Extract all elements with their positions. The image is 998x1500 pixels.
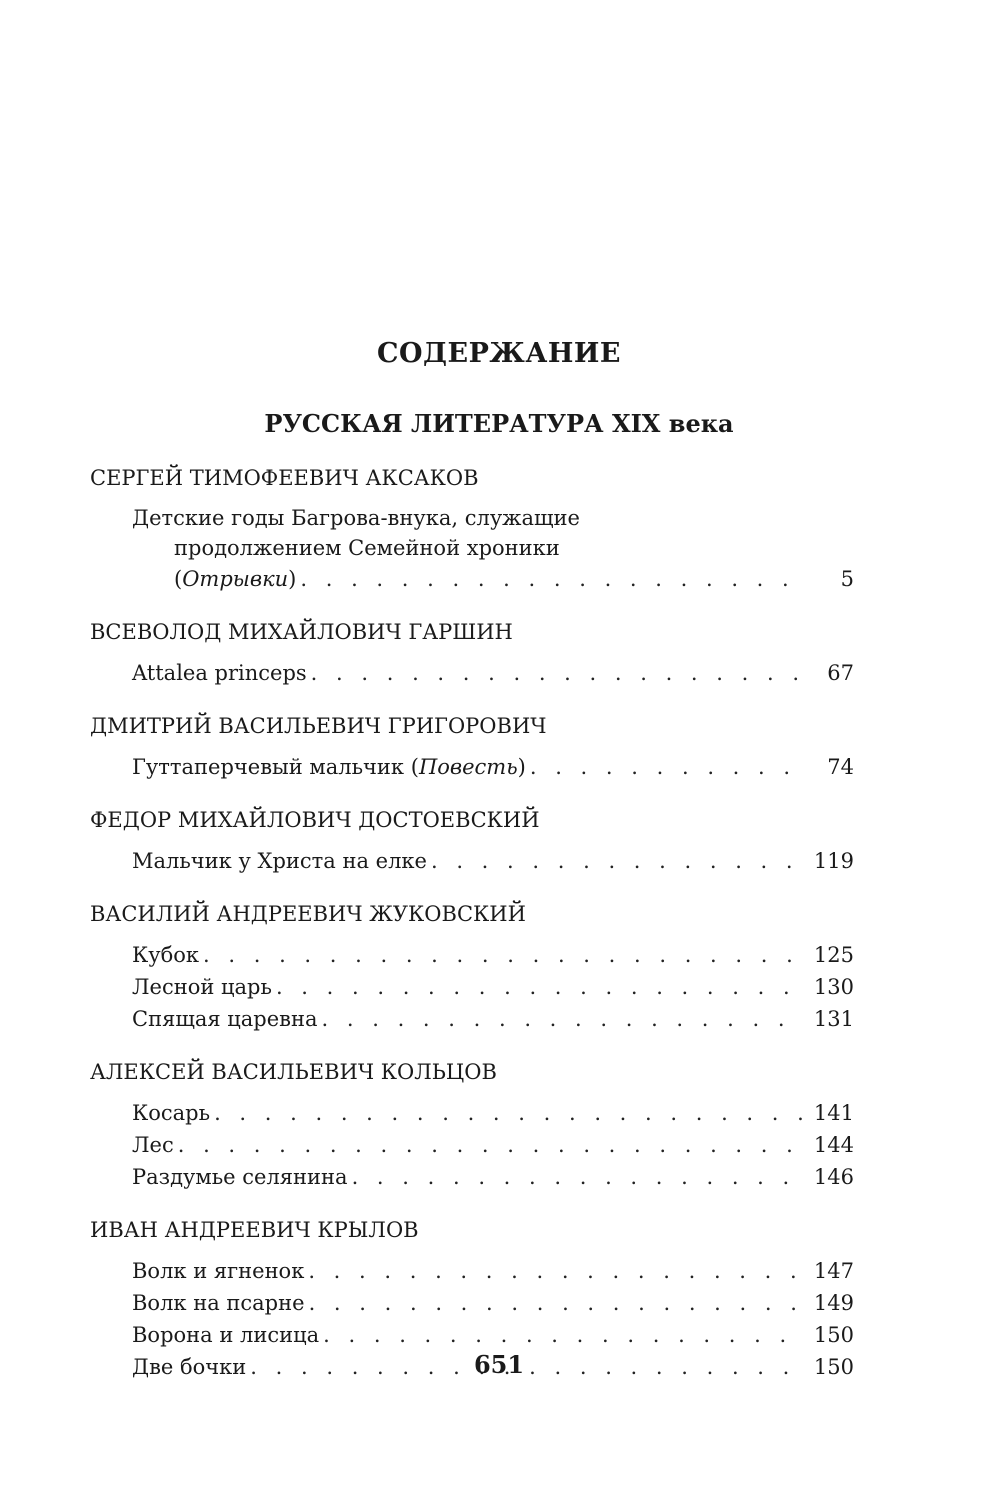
toc-entry[interactable]	[90, 503, 854, 595]
toc-work-title: Две бочки	[132, 1355, 247, 1379]
toc-entry[interactable]	[90, 845, 854, 877]
toc-page-number: 119	[813, 849, 854, 873]
toc-entry-title	[132, 1129, 174, 1161]
toc-entry-title	[132, 1097, 210, 1129]
dot-leader	[311, 657, 804, 689]
toc-author: СЕРГЕЙ ТИМОФЕЕВИЧ АКСАКОВ	[90, 466, 479, 490]
toc-entry-title	[132, 1319, 319, 1351]
toc-work-title: Мальчик у Христа на елке	[132, 849, 427, 873]
toc-author: ВАСИЛИЙ АНДРЕЕВИЧ ЖУКОВСКИЙ	[90, 902, 526, 926]
toc-entry-title	[132, 939, 199, 971]
toc-work-title: Гуттаперчевый мальчик	[132, 755, 405, 779]
dot-leader	[214, 1097, 804, 1129]
toc-author: ДМИТРИЙ ВАСИЛЬЕВИЧ ГРИГОРОВИЧ	[90, 714, 547, 738]
page-title: СОДЕРЖАНИЕ	[377, 338, 621, 369]
toc-entry-title	[132, 1003, 318, 1035]
toc-entry-title: Гуттаперчевый мальчик (Повесть)	[132, 755, 526, 779]
toc-page-number: 125	[813, 943, 854, 967]
toc-author: ВСЕВОЛОД МИХАЙЛОВИЧ ГАРШИН	[90, 620, 513, 644]
toc-entry[interactable]	[90, 657, 854, 689]
toc-page-number: 147	[813, 1259, 854, 1283]
toc-work-title: Лес	[132, 1133, 174, 1157]
toc-work-title: Косарь	[132, 1101, 211, 1125]
toc-entry[interactable]	[90, 1287, 854, 1319]
toc-entry-title	[132, 1161, 348, 1193]
dot-leader	[178, 1129, 804, 1161]
toc-entry-title-line: продолжением Семейной хроники	[174, 536, 560, 560]
dot-leader	[309, 1287, 804, 1319]
toc-work-title: Attalea princeps	[132, 661, 307, 685]
dot-leader	[322, 1003, 804, 1035]
toc-work-title: Волк и ягненок	[132, 1259, 305, 1283]
toc-entry[interactable]	[90, 1003, 854, 1035]
dot-leader	[352, 1161, 804, 1193]
toc-page-number: 141	[813, 1101, 854, 1125]
table-of-contents	[90, 462, 854, 1383]
toc-entry[interactable]	[90, 1129, 854, 1161]
toc-page-number: 130	[813, 975, 854, 999]
toc-page-number: 144	[813, 1133, 854, 1157]
toc-entry[interactable]	[90, 1097, 854, 1129]
toc-entry[interactable]	[90, 1255, 854, 1287]
toc-entry-title	[132, 1255, 304, 1287]
dot-leader	[308, 1255, 804, 1287]
toc-page-number: 149	[813, 1291, 854, 1315]
toc-page-number: 146	[813, 1165, 854, 1189]
toc-work-title: Волк на псарне	[132, 1291, 305, 1315]
toc-entry-title-line: Детские годы Багрова-внука, служащие	[132, 506, 580, 530]
dot-leader	[203, 939, 804, 971]
toc-page-number: 67	[827, 661, 854, 685]
dot-leader	[530, 751, 804, 783]
toc-work-title: Лесной царь	[132, 975, 272, 999]
toc-entry-title	[132, 845, 427, 877]
toc-entry-title	[132, 1287, 305, 1319]
toc-entry[interactable]	[90, 1161, 854, 1193]
toc-work-note: Повесть	[418, 755, 518, 779]
toc-page-number: 150	[813, 1323, 854, 1347]
toc-entry[interactable]	[90, 939, 854, 971]
toc-work-title: Ворона и лисица	[132, 1323, 320, 1347]
toc-page-number: 150	[813, 1355, 854, 1379]
toc-author: ФЕДОР МИХАЙЛОВИЧ ДОСТОЕВСКИЙ	[90, 808, 540, 832]
toc-work-title: Спящая царевна	[132, 1007, 318, 1031]
toc-entry-title	[132, 657, 307, 689]
toc-work-note: Отрывки	[182, 567, 289, 591]
toc-entry-title	[132, 971, 272, 1003]
dot-leader	[323, 1319, 804, 1351]
toc-work-title: Кубок	[132, 943, 200, 967]
dot-leader	[276, 971, 804, 1003]
toc-author: АЛЕКСЕЙ ВАСИЛЬЕВИЧ КОЛЬЦОВ	[90, 1060, 497, 1084]
toc-page-number: 5	[840, 567, 854, 591]
toc-entry[interactable]	[90, 971, 854, 1003]
toc-entry[interactable]	[90, 1319, 854, 1351]
toc-page-number: 131	[813, 1007, 854, 1031]
dot-leader	[431, 845, 804, 877]
toc-entry[interactable]	[90, 751, 854, 783]
toc-author: ИВАН АНДРЕЕВИЧ КРЫЛОВ	[90, 1218, 419, 1242]
page-number: 651	[473, 1350, 525, 1379]
dot-leader	[300, 563, 804, 595]
section-subtitle: РУССКАЯ ЛИТЕРАТУРА XIX века	[264, 409, 734, 438]
toc-entry-title: (Отрывки)	[174, 567, 297, 591]
toc-work-title: Раздумье селянина	[132, 1165, 348, 1189]
toc-page-number: 74	[827, 755, 854, 779]
